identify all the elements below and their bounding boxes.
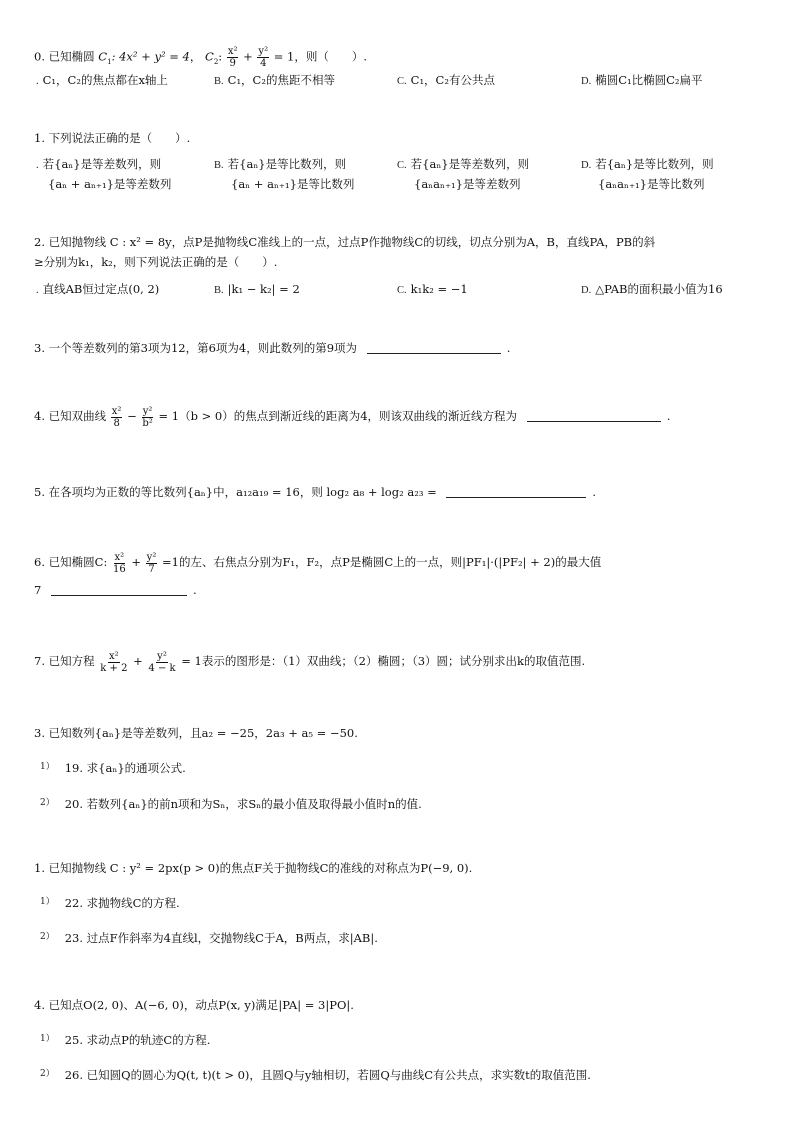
- stem-text: 已知双曲线: [48, 409, 107, 423]
- option-text-line1: 若{aₙ}是等差数列，则: [410, 157, 530, 171]
- stem-text: =1的左、右焦点分别为F₁，F₂，点P是椭圆C上的一点，则|PF₁|·(|PF₂| + 2)的最大值: [162, 555, 602, 569]
- separator: ，: [189, 49, 202, 64]
- option-text: 椭圆C₁比椭圆C₂扁平: [595, 73, 703, 87]
- stem-text: 已知椭圆C:: [48, 555, 108, 569]
- q11-option-d-line2: [598, 176, 704, 192]
- question-number: 0.: [34, 49, 45, 64]
- fraction-y2-4: [257, 46, 269, 69]
- denominator: 4 − k: [148, 662, 176, 674]
- option-label: B.: [214, 76, 224, 87]
- question-16-line2: [34, 582, 197, 598]
- stem-tail: .: [506, 341, 511, 355]
- q11-option-c-line2: [414, 176, 520, 192]
- option-text-line1: 若{aₙ}是等比数列，则: [227, 157, 347, 171]
- question-18-part2: [40, 795, 422, 812]
- minus-sign: −: [127, 409, 137, 423]
- stem-text: = 1表示的图形是：（1）双曲线；（2）椭圆；（3）圆；试分别求出k的取值范围.: [181, 654, 586, 668]
- option-text-line2: {aₙ + aₙ₊₁}是等比数列: [231, 177, 355, 191]
- option-label: .: [36, 76, 39, 87]
- question-16-line1: [34, 549, 601, 575]
- question-18-stem: [34, 725, 358, 741]
- option-label: B.: [214, 160, 224, 171]
- part-marker: 1）: [40, 762, 55, 772]
- answer-blank[interactable]: [51, 583, 187, 596]
- denominator: 16: [112, 563, 126, 575]
- stem-tail: .: [192, 583, 197, 597]
- q11-option-c[interactable]: [397, 156, 529, 174]
- question-24-stem: [34, 997, 354, 1013]
- question-21-part2: [40, 929, 378, 946]
- stem-text: 已知数列{aₙ}是等差数列，且a₂ = −25，2a₃ + a₅ = −50.: [48, 726, 358, 740]
- q12-option-b[interactable]: [214, 281, 300, 299]
- numerator: x²: [109, 650, 119, 662]
- stem-text: 已知方程: [48, 654, 95, 668]
- colon: :: [218, 49, 223, 64]
- option-text: 直线AB恒过定点(0, 2): [42, 282, 160, 296]
- c1-equation: : 4x² + y² = 4: [111, 49, 190, 64]
- part-marker: 2）: [40, 1069, 55, 1079]
- fraction-x2-k-plus-2: [99, 651, 128, 674]
- option-text: |k₁ − k₂| = 2: [227, 282, 300, 296]
- q10-option-b[interactable]: [214, 72, 335, 90]
- option-label: .: [36, 285, 39, 296]
- numerator: y²: [142, 405, 153, 417]
- fraction-y2-b2: [141, 406, 153, 429]
- stem-tail: = 1，则（ ）.: [273, 49, 368, 64]
- option-text: k₁k₂ = −1: [410, 282, 468, 296]
- numerator: y²: [258, 46, 269, 57]
- question-10-stem: 0. 已知椭圆 $C_1$: 4x² + y² = 4， $C_2$: $\frac{\text{x²}}{9}$ + $\frac{\text{y²}}{4}$ = 1，则（ ）.: [34, 46, 368, 69]
- numerator: x²: [111, 405, 122, 417]
- stem-text: 下列说法正确的是（ ）.: [48, 131, 191, 145]
- fraction-x2-16: [112, 552, 127, 575]
- part-text: 19. 求{aₙ}的通项公式.: [64, 761, 186, 775]
- q10-option-c[interactable]: [397, 72, 495, 90]
- question-11-stem: [34, 130, 190, 146]
- question-18-part1: [40, 759, 186, 776]
- stem-text: 已知椭圆: [48, 49, 95, 64]
- q11-option-b-line2: [231, 176, 354, 192]
- option-label: C.: [397, 76, 407, 87]
- question-21-stem: [34, 860, 472, 876]
- denominator: 7: [148, 563, 155, 575]
- option-text: C₁，C₂有公共点: [410, 73, 495, 87]
- question-24-part1: [40, 1031, 210, 1048]
- stem-text: 已知抛物线 C : x² = 8y，点P是抛物线C准线上的一点，过点P作抛物线C的切线，切点分别为A，B，直线PA，PB的斜: [48, 235, 656, 249]
- denominator: 8: [113, 417, 120, 429]
- option-label: C.: [397, 285, 407, 296]
- part-text: 25. 求动点P的轨迹C的方程.: [64, 1033, 211, 1047]
- question-number: 6.: [34, 555, 45, 569]
- denominator: 4: [260, 58, 267, 69]
- c1-symbol: C: [98, 49, 108, 64]
- part-marker: 2）: [40, 798, 55, 808]
- option-text-line1: 若{aₙ}是等差数列，则: [42, 157, 162, 171]
- question-21-part1: [40, 894, 180, 911]
- part-text: 22. 求抛物线C的方程.: [64, 896, 180, 910]
- q10-option-a[interactable]: [36, 72, 168, 90]
- stem-text: 一个等差数列的第3项为12，第6项为4，则此数列的第9项为: [48, 341, 358, 355]
- option-text: C₁，C₂的焦点都在x轴上: [42, 73, 168, 87]
- question-24-part2: [40, 1066, 591, 1083]
- q10-option-d[interactable]: [581, 72, 703, 90]
- question-13: [34, 340, 510, 356]
- option-label: D.: [581, 285, 592, 296]
- numerator: y²: [146, 551, 157, 563]
- denominator: 9: [229, 58, 236, 69]
- plus-sign: +: [243, 49, 253, 64]
- question-number: 3.: [34, 726, 45, 740]
- option-text: C₁，C₂的焦距不相等: [227, 73, 335, 87]
- question-number: 1.: [34, 861, 45, 875]
- stem-text: 7: [34, 583, 42, 597]
- q11-option-a-line2: [48, 176, 171, 192]
- question-15: [34, 484, 596, 500]
- question-14: [34, 403, 670, 429]
- q11-option-d[interactable]: [581, 156, 714, 174]
- option-text-line1: 若{aₙ}是等比数列，则: [595, 157, 714, 171]
- stem-tail: .: [592, 485, 597, 499]
- stem-text: ≥分别为k₁，k₂，则下列说法正确的是（ ）.: [34, 255, 278, 269]
- question-number: 7.: [34, 654, 45, 668]
- fraction-x2-9: [227, 46, 239, 69]
- question-12-stem-line1: [34, 234, 655, 250]
- plus-sign: +: [131, 555, 142, 569]
- part-text: 23. 过点F作斜率为4直线l，交抛物线C于A，B两点，求|AB|.: [64, 931, 378, 945]
- stem-text: 在各项均为正数的等比数列{aₙ}中，a₁₂a₁₉ = 16，则 log₂ a₈ + log₂ a₂₃ =: [48, 485, 437, 499]
- stem-text: 已知抛物线 C : y² = 2px(p > 0)的焦点F关于抛物线C的准线的对称点为P(−9, 0).: [48, 861, 473, 875]
- option-label: D.: [581, 160, 592, 171]
- q12-option-c[interactable]: [397, 281, 468, 299]
- q12-option-d[interactable]: [581, 281, 723, 299]
- c2-symbol: C: [205, 49, 214, 64]
- stem-text: 已知点O(2, 0)、A(−6, 0)，动点P(x, y)满足|PA| = 3|PO|.: [48, 998, 354, 1012]
- part-marker: 2）: [40, 932, 55, 942]
- numerator: y²: [157, 650, 167, 662]
- fraction-y2-7: [146, 552, 158, 575]
- question-12-stem-line2: [34, 254, 277, 270]
- question-number: 1.: [34, 131, 45, 145]
- option-text-line2: {aₙ + aₙ₊₁}是等差数列: [48, 177, 172, 191]
- part-marker: 1）: [40, 897, 55, 907]
- option-label: .: [36, 160, 39, 171]
- question-17: [34, 648, 585, 674]
- numerator: x²: [114, 551, 125, 563]
- option-text: △PAB的面积最小值为16: [595, 282, 723, 296]
- q12-option-a[interactable]: [36, 281, 159, 299]
- option-label: B.: [214, 285, 224, 296]
- part-marker: 1）: [40, 1034, 55, 1044]
- option-text-line2: {aₙaₙ₊₁}是等比数列: [598, 177, 705, 191]
- denominator: k + 2: [100, 662, 128, 674]
- denominator: b²: [142, 417, 153, 429]
- question-number: 5.: [34, 485, 45, 499]
- fraction-x2-8: [111, 406, 123, 429]
- question-number: 4.: [34, 409, 45, 423]
- q11-option-b[interactable]: [214, 156, 346, 174]
- question-number: 4.: [34, 998, 45, 1012]
- part-text: 20. 若数列{aₙ}的前n项和为Sₙ，求Sₙ的最小值及取得最小值时n的值.: [64, 797, 422, 811]
- answer-blank[interactable]: [527, 409, 661, 422]
- numerator: x²: [227, 46, 238, 57]
- question-number: 3.: [34, 341, 45, 355]
- answer-blank[interactable]: [367, 341, 501, 354]
- stem-text: = 1（b > 0）的焦点到渐近线的距离为4，则该双曲线的渐近线方程为: [158, 409, 518, 423]
- plus-sign: +: [133, 654, 143, 668]
- option-text-line2: {aₙaₙ₊₁}是等差数列: [414, 177, 521, 191]
- fraction-y2-4-minus-k: [147, 651, 176, 674]
- option-label: D.: [581, 76, 592, 87]
- question-number: 2.: [34, 235, 45, 249]
- part-text: 26. 已知圆Q的圆心为Q(t, t)(t > 0)，且圆Q与y轴相切，若圆Q与曲线C有公共点，求实数t的取值范围.: [64, 1068, 591, 1082]
- answer-blank[interactable]: [446, 485, 586, 498]
- option-label: C.: [397, 160, 407, 171]
- q11-option-a[interactable]: [36, 156, 161, 174]
- stem-tail: .: [666, 409, 671, 423]
